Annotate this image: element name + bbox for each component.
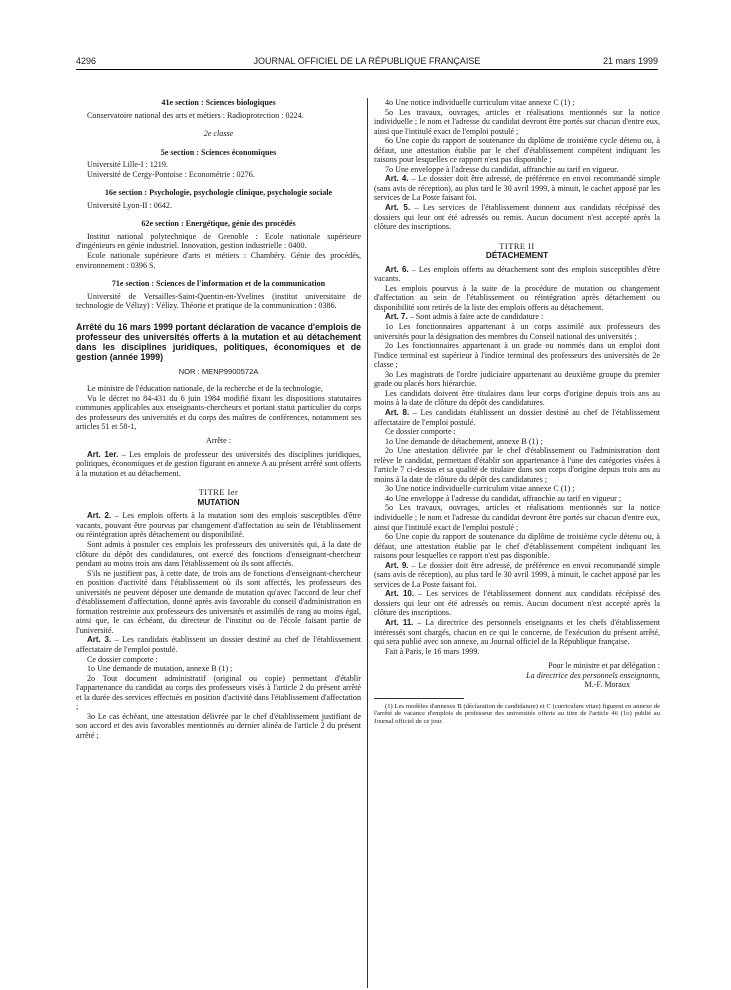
right-column [374, 98, 660, 726]
section-71-title: 71e section : Sciences de l'information et de la communication [111, 279, 326, 289]
section-5-title: 5e section : Sciences économiques [160, 147, 277, 157]
dossier-intro: Ce dossier comporte : [87, 654, 158, 664]
list-item: 7o Une enveloppe à l'adresse du candidat, affranchie au tarif en vigueur. [385, 164, 619, 174]
section-16-item-1: Université Lyon-II : 0642. [87, 200, 172, 210]
footnote: (1) Les modèles d'annexes B (déclaration de candidature) et C (curriculum vitae) figurent en annexe de l'arrêté de vacance d'emplois de professeur des universités offerts au titre de l'article 46 (1o) publié au Journal officiel de ce jour. [374, 702, 660, 725]
minister-paragraph: Le ministre de l'éducation nationale, de la recherche et de la technologie, [87, 384, 323, 394]
list-item: 1o Les fonctionnaires appartenant à un corps assimilé aux professeurs des universités pour la désignation des membres du Conseil national des universités ; [374, 322, 660, 341]
page-header [76, 56, 658, 68]
article-10: Art. 10. – Les services de l'établissement donnent aux candidats récépissé des dossiers qui leur ont été adressés ou remis. Aucun document n'est accepté après la clôture des inscriptions. [374, 589, 660, 618]
list-item: 1o Une demande de mutation, annexe B (1) ; [87, 664, 233, 674]
list-item: 1o Une demande de détachement, annexe B (1) ; [385, 436, 543, 446]
dossier-intro: Ce dossier comporte : [385, 427, 456, 437]
section-16-title: 16e section : Psychologie, psychologie clinique, psychologie sociale [104, 188, 333, 198]
article-2: Art. 2. – Les emplois offerts à la mutation sont des emplois susceptibles d'être vacants, pouvant être pourvus par changement d'affectation au sein de l'établissement ou réintégration après détachement ou disponibilité. [76, 511, 361, 540]
article-4: Art. 4. – Le dossier doit être adressé, de préférence en envoi recommandé simple (sans avis de réception), au plus tard le 30 avril 1999, à minuit, le cachet apposé par les services de La Poste faisant foi. [374, 174, 661, 203]
signatory-name: M.-F. Moraux [584, 680, 630, 690]
section-41-title: 41e section : Sciences biologiques [161, 98, 276, 107]
list-item: 2o Les fonctionnaires appartenant à un grade ou nommés dans un emploi dont l'indice terminal est supérieur à l'indice terminal des professeurs des universités de 2e classe ; [374, 341, 660, 370]
titre-1: TITRE Ier [198, 488, 239, 498]
list-item: 5o Les travaux, ouvrages, articles et réalisations mentionnés sur la notice individuelle ; le nom et l'adresse du candidat devront être portés sur chacun d'entre eux, ainsi que l'intitulé exact de l'emploi postulé ; [374, 107, 660, 136]
page-number: 4296 [76, 56, 97, 66]
list-item: 4o Une enveloppe à l'adresse du candidat, affranchie au tarif en vigueur ; [385, 493, 622, 503]
article-11: Art. 11. – La directrice des personnels enseignants et les chefs d'établissement intéressés sont chargés, chacun en ce qui le concerne, de l'exécution du présent arrêté, qui sera publié avec son annexe, au Journal officiel de la République française. [374, 617, 660, 647]
fait-line: Fait à Paris, le 16 mars 1999. [385, 646, 480, 656]
list-item: 2o Une attestation délivrée par le chef d'établissement ou l'administration dont relève le candidat, permettant d'établir son appartenance à l'une des catégories visées à l'article 7 ci-dessus et sa qualité de titulaire dans son corps d'origine depuis trois ans au moins à la date de clôture du dépôt des candidatures ; [374, 446, 660, 484]
footnote-rule [374, 698, 464, 699]
emplois-paragraph: Les emplois pourvus à la suite de la procédure de mutation ou changement d'affectation au sein de l'établissement ou réintégration après détachement ou disponibilité sont retirés de la liste des emplois offerts au détachement. [374, 283, 660, 312]
admis-paragraph: Sont admis à postuler ces emplois les professeurs des universités qui, à la date de clôture du dépôt des candidatures, ont exercé des fonctions d'enseignant-chercheur pendant au moins trois ans dans l'établissement où ils sont affectés. [76, 539, 361, 569]
nor-reference: NOR : MENP9900572A [178, 366, 259, 376]
article-7: Art. 7. – Sont admis à faire acte de candidature : [385, 312, 544, 322]
section-41-item: Conservatoire national des arts et métiers : Radioprotection : 0224. [87, 110, 304, 120]
article-3: Art. 3. – Les candidats établissent un dossier destiné au chef de l'établissement affectataire de l'emploi postulé. [76, 635, 362, 654]
article-1: Art. 1er. – Les emplois de professeur des universités des disciplines juridiques, politiques, économiques et de gestion figurant en annexe A au présent arrêté sont offerts à la mutation et au détachement. [76, 449, 361, 478]
section-71-item-1: Université de Versailles-Saint-Quentin-en-Yvelines (institut universitaire de technologie de Vélizy) : Vélizy. Théorie et pratique de la communication : 0386. [76, 291, 361, 311]
decree-title: Arrêté du 16 mars 1999 portant déclaration de vacance d'emplois de professeur des universités offerts à la mutation et au détachement dans les disciplines juridiques, politiques, économiques et de gestion (année 1999) [76, 321, 361, 362]
left-column [76, 98, 361, 740]
vu-paragraph: Vu le décret no 84-431 du 6 juin 1984 modifié fixant les dispositions statutaires communes applicables aux enseignants-chercheurs et portant statut particulier du corps des professeurs des universités et du corps des maîtres de conférences, notamment ses articles 51 et 58-1, [76, 393, 361, 432]
list-item: 6o Une copie du rapport de soutenance du diplôme de troisième cycle détenu ou, à défaut, une attestation établie par le chef d'établissement compétent indiquant les raisons pour lesquelles ce rapport n'est pas disponible ; [374, 136, 660, 165]
list-item: 3o Les magistrats de l'ordre judiciaire appartenant au deuxième groupe du premier grade ou placés hors hiérarchie. [374, 369, 660, 389]
section-5-item-2: Université de Cergy-Pontoise : Econométrie : 0276. [87, 169, 255, 179]
list-item: 4o Une notice individuelle curriculum vitae annexe C (1) ; [385, 98, 575, 107]
class-2-heading: 2e classe [203, 129, 234, 139]
article-8: Art. 8. – Les candidats établissent un dossier destiné au chef de l'établissement affectataire de l'emploi postulé. [374, 407, 661, 427]
list-item: 6o Une copie du rapport de soutenance du diplôme de troisième cycle détenu ou, à défaut, une attestation établie par le chef d'établissement compétent indiquant les raisons pour lesquelles ce rapport n'est pas disponible. [374, 532, 660, 561]
titre-1-subtitle: MUTATION [197, 497, 240, 507]
titre-2: TITRE II [499, 241, 535, 251]
candidats-paragraph: Les candidats doivent être titulaires dans leur corps d'origine depuis trois ans au moins à la date de clôture du dépôt des candidatures. [374, 388, 660, 408]
article-6: Art. 6. – Les emplois offerts au détachement sont des emplois susceptibles d'être vacants. [374, 264, 660, 284]
list-item: 2o Tout document administratif (original ou copie) permettant d'établir l'appartenance du candidat au corps des professeurs visés à l'article 2 du présent arrêté et la durée des services effectués en position d'activité dans l'établissement d'affectation ; [76, 673, 361, 712]
titre-2-subtitle: DÉTACHEMENT [485, 251, 549, 261]
section-62-item-1: Institut national polytechnique de Grenoble : Ecole nationale supérieure d'ingénieurs en génie industriel. Innovation, gestion industrielle : 0400. [76, 231, 361, 251]
section-62-title: 62e section : Energétique, génie des procédés [141, 219, 296, 229]
list-item: 5o Les travaux, ouvrages, articles et réalisations mentionnés sur la notice individuelle ; le nom et l'adresse du candidat devront être portés sur chacun d'entre eux, ainsi que l'intitulé exact de l'emploi postulé ; [374, 503, 660, 532]
signature-line-1: Pour le ministre et par délégation : [548, 661, 660, 671]
signature-line-2: La directrice des personnels enseignants, [526, 670, 660, 680]
journal-title: JOURNAL OFFICIEL DE LA RÉPUBLIQUE FRANÇAISE [253, 56, 481, 66]
list-item: 3o Le cas échéant, une attestation délivrée par le chef d'établissement justifiant de son accord et des avis favorables mentionnés au dernier alinéa de l'article 2 du présent arrêté ; [76, 711, 361, 740]
sils-paragraph: S'ils ne justifient pas, à cette date, de trois ans de fonctions d'enseignant-chercheur en position d'activité dans l'établissement où ils sont affectés, les professeurs des universités ne peuvent déposer une demande de mutation qu'avec l'accord de leur chef d'établissement d'affectation, donné après avis favorable du conseil d'administration en formation restreinte aux professeurs des universités et assimilés de rang au moins égal, ainsi que, le cas échéant, du directeur de l'institut ou de l'école faisant partie de l'université. [76, 568, 361, 635]
issue-date: 21 mars 1999 [602, 56, 658, 66]
article-5: Art. 5. – Les services de l'établissement donnent aux candidats récépissé des dossiers qui leur ont été adressés ou remis. Aucun document n'est accepté après la clôture des inscriptions. [374, 203, 660, 232]
header-rule [76, 69, 658, 70]
article-9: Art. 9. – Le dossier doit être adressé, de préférence en envoi recommandé simple (sans avis de réception), au plus tard le 30 avril 1999, à minuit, le cachet apposé par les services de La Poste faisant foi. [374, 560, 661, 589]
list-item: 3o Une notice individuelle curriculum vitae annexe C (1) ; [385, 484, 575, 494]
arrete-word: Arrête : [206, 436, 231, 446]
section-62-item-2: Ecole nationale supérieure d'arts et métiers : Chambéry. Génie des procédés, environnement : 0396 S. [76, 251, 361, 270]
section-5-item-1: Université Lille-I : 1219. [87, 160, 168, 170]
column-divider [367, 98, 368, 988]
